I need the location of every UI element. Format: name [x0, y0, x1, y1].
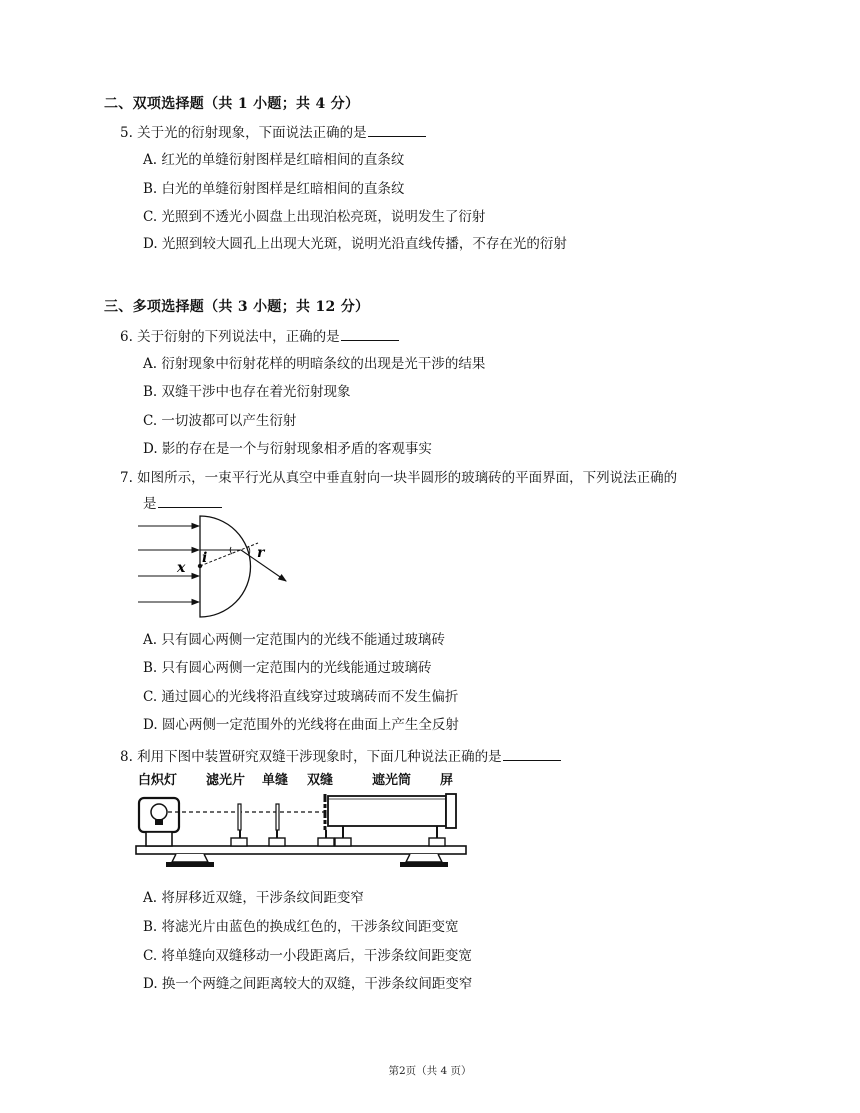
section-title-multi-choice: 三、多项选择题（共 3 小题；共 12 分） — [104, 299, 370, 315]
label-i: i — [202, 550, 208, 566]
q7-option-b: B. 只有圆心两侧一定范围内的光线能通过玻璃砖 — [143, 660, 432, 676]
semicircle-glass-figure — [130, 510, 300, 625]
question-7-stem-line2: 是 — [143, 492, 222, 512]
label-r: r — [257, 545, 265, 561]
answer-blank[interactable] — [503, 747, 561, 761]
q6-option-a: A. 衍射现象中衍射花样的明暗条纹的出现是光干涉的结果 — [143, 356, 486, 372]
q5-option-b: B. 白光的单缝衍射图样是红暗相间的直条纹 — [143, 181, 405, 197]
q7-option-a: A. 只有圆心两侧一定范围内的光线不能通过玻璃砖 — [143, 632, 445, 648]
q6-option-d: D. 影的存在是一个与衍射现象相矛盾的客观事实 — [143, 441, 432, 457]
screen-plate — [446, 794, 456, 828]
answer-blank[interactable] — [158, 494, 222, 508]
label-single-slit: 单缝 — [262, 773, 289, 788]
question-7-stem-line1: 7. 如图所示，一束平行光从真空中垂直射向一块半圆形的玻璃砖的平面界面，下列说法正确的 — [120, 470, 678, 486]
q6-option-c: C. 一切波都可以产生衍射 — [143, 413, 297, 429]
double-slit-apparatus-figure — [132, 768, 472, 878]
answer-blank[interactable] — [341, 327, 399, 341]
q8-option-c: C. 将单缝向双缝移动一小段距离后，干涉条纹间距变宽 — [143, 948, 472, 964]
single-slit-plate — [276, 804, 279, 830]
q5-option-a: A. 红光的单缝衍射图样是红暗相间的直条纹 — [143, 152, 405, 168]
q7-option-d: D. 圆心两侧一定范围外的光线将在曲面上产生全反射 — [143, 717, 459, 733]
q5-option-c: C. 光照到不透光小圆盘上出现泊松亮斑，说明发生了衍射 — [143, 209, 486, 225]
shade-tube — [328, 796, 446, 826]
q7-option-c: C. 通过圆心的光线将沿直线穿过玻璃砖而不发生偏折 — [143, 689, 459, 705]
optical-bench-rail — [136, 846, 466, 854]
section-title-double-choice: 二、双项选择题（共 1 小题；共 4 分） — [104, 96, 360, 112]
answer-blank[interactable] — [368, 123, 426, 137]
question-5-stem: 5. 关于光的衍射现象，下面说法正确的是 — [120, 121, 426, 141]
q5-option-d: D. 光照到较大圆孔上出现大光斑，说明光沿直线传播，不存在光的衍射 — [143, 236, 567, 252]
glass-semicircle — [200, 516, 251, 617]
label-double-slit: 双缝 — [307, 773, 334, 788]
filter-plate — [238, 804, 241, 830]
label-x: x — [177, 560, 186, 576]
label-filter: 滤光片 — [206, 773, 246, 788]
q6-option-b: B. 双缝干涉中也存在着光衍射现象 — [143, 384, 351, 400]
label-screen: 屏 — [440, 773, 454, 788]
lamp-box — [139, 798, 179, 832]
q8-option-d: D. 换一个两缝之间距离较大的双缝，干涉条纹间距变窄 — [143, 976, 473, 992]
label-lamp: 白炽灯 — [138, 773, 178, 788]
q8-option-b: B. 将滤光片由蓝色的换成红色的，干涉条纹间距变宽 — [143, 919, 459, 935]
question-6-stem: 6. 关于衍射的下列说法中，正确的是 — [120, 325, 399, 345]
label-shade-tube: 遮光筒 — [372, 773, 412, 788]
question-8-stem: 8. 利用下图中装置研究双缝干涉现象时，下面几种说法正确的是 — [120, 745, 561, 765]
q8-option-a: A. 将屏移近双缝，干涉条纹间距变窄 — [143, 890, 364, 906]
page-footer: 第2页（共 4 页） — [388, 1065, 472, 1077]
